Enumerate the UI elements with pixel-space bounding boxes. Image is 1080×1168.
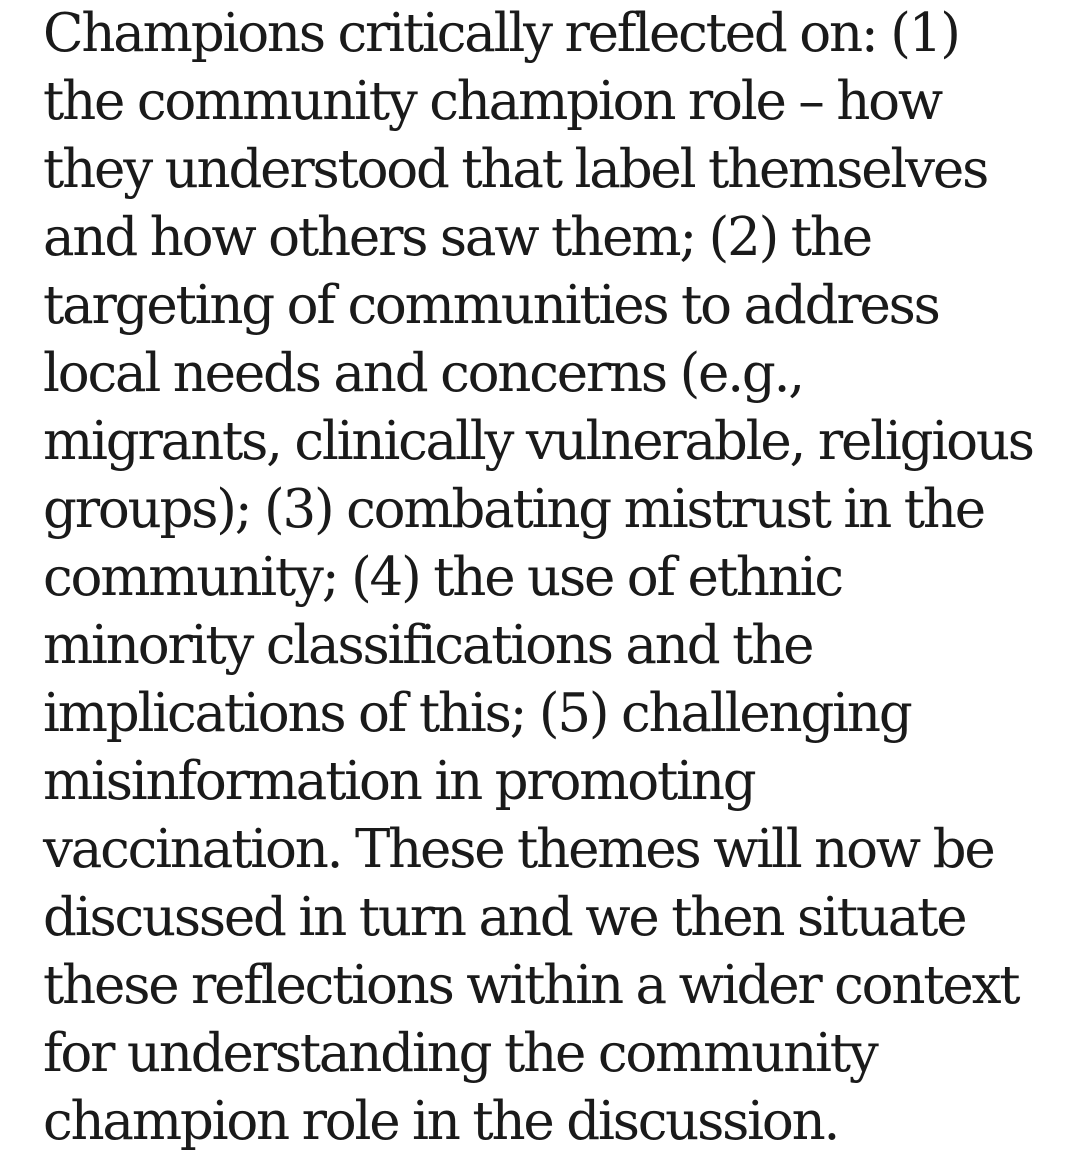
paragraph-line: these reflections within a wider context	[43, 955, 1019, 1016]
paragraph-line: local needs and concerns (e.g.,	[43, 343, 803, 404]
paragraph-line: discussed in turn and we then situate	[43, 887, 966, 948]
paragraph-line: migrants, clinically vulnerable, religious	[43, 411, 1033, 472]
paragraph-line: minority classifications and the	[43, 615, 813, 676]
body-paragraph	[43, 0, 1073, 1156]
paragraph-line: groups); (3) combating mistrust in the	[43, 479, 984, 540]
paragraph-line: for understanding the community	[43, 1023, 877, 1084]
paragraph-line: vaccination. These themes will now be	[43, 819, 994, 880]
paragraph-line: champion role in the discussion.	[43, 1091, 839, 1152]
paragraph-line: the community champion role – how	[43, 71, 942, 132]
paragraph-line: targeting of communities to address	[43, 275, 939, 336]
paragraph-line: misinformation in promoting	[43, 751, 755, 812]
paragraph-line: implications of this; (5) challenging	[43, 683, 911, 744]
paragraph-line: community; (4) the use of ethnic	[43, 547, 842, 608]
paragraph-line: Champions critically reflected on: (1)	[43, 3, 959, 64]
paragraph-line: and how others saw them; (2) the	[43, 207, 871, 268]
paragraph-line: they understood that label themselves	[43, 139, 988, 200]
